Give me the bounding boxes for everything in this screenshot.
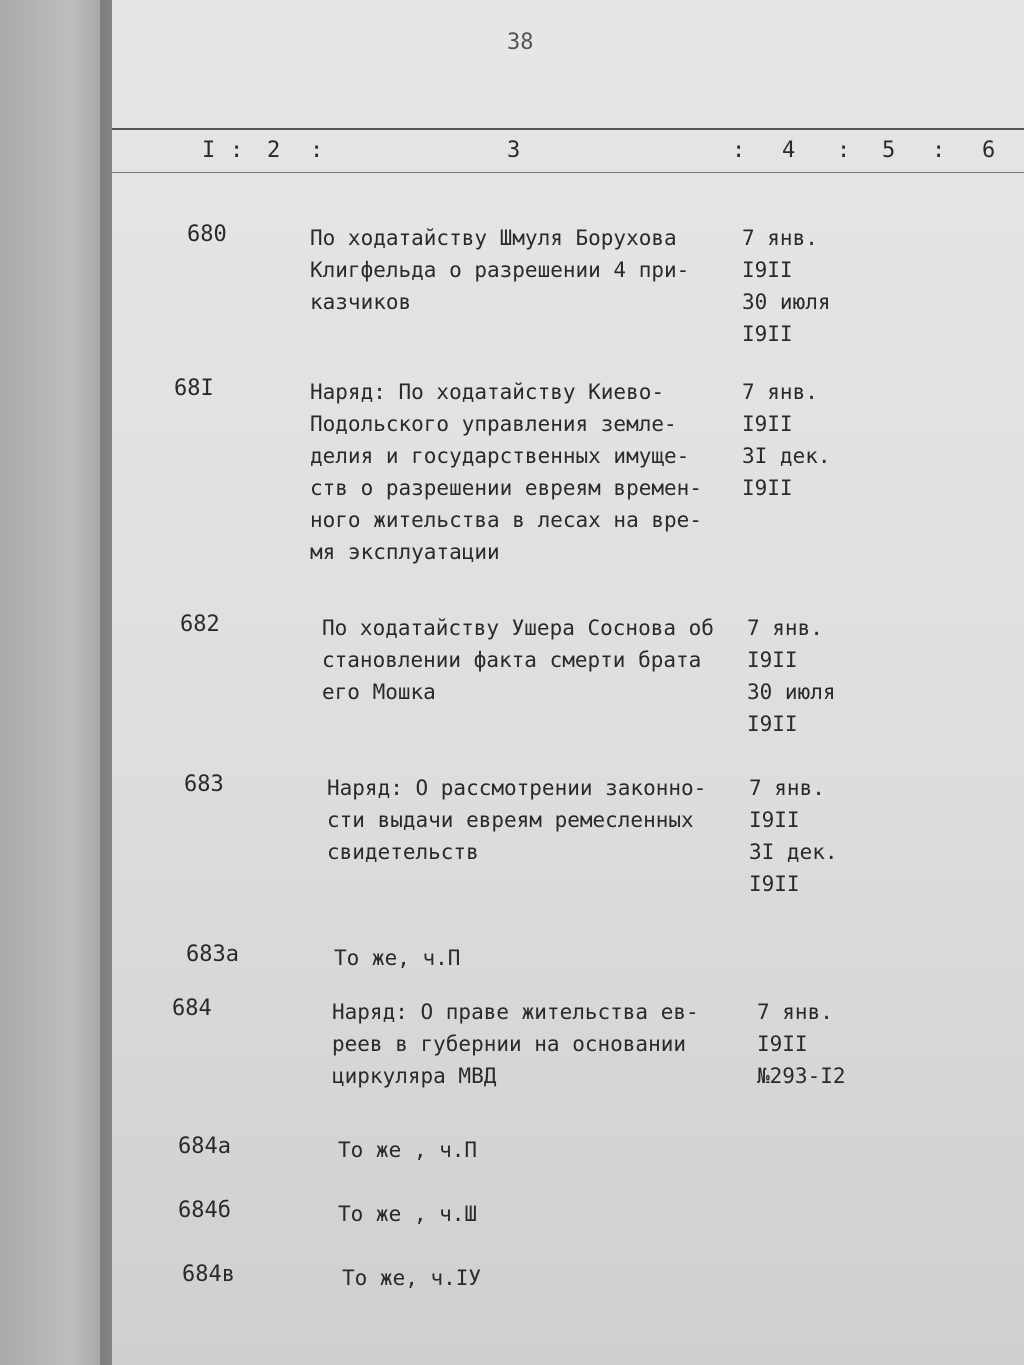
entry-number: 683 bbox=[184, 772, 224, 797]
entry-title: По ходатайству Шмуля Борухова Клигфельда о разрешении 4 при- казчиков bbox=[310, 226, 690, 314]
header-rule-top bbox=[112, 128, 1024, 130]
entry-title: По ходатайству Ушера Соснова об становлении факта смерти брата его Мошка bbox=[322, 616, 714, 704]
entry-title: То же, ч.П bbox=[334, 946, 461, 970]
col-sep: : bbox=[732, 138, 746, 163]
col-sep: : bbox=[230, 138, 244, 163]
entry-title: То же, ч.IУ bbox=[342, 1266, 482, 1290]
entry-number: 68I bbox=[174, 376, 214, 401]
entry-number: 682 bbox=[180, 612, 220, 637]
col-sep: : bbox=[310, 138, 324, 163]
entry-number: 684в bbox=[182, 1262, 235, 1287]
entry-dates: 7 янв. I9II 3I дек. I9II bbox=[742, 380, 831, 500]
entry-title: Наряд: О рассмотрении законно- сти выдачи евреям ремесленных свидетельств bbox=[327, 776, 707, 864]
col-5-header: 5 bbox=[882, 138, 896, 163]
entry-dates: 7 янв. I9II 30 июля I9II bbox=[747, 616, 836, 736]
col-4-header: 4 bbox=[782, 138, 796, 163]
page-number: 38 bbox=[507, 30, 534, 55]
header-rule-bottom bbox=[112, 172, 1024, 173]
entry-title: То же , ч.П bbox=[338, 1138, 478, 1162]
entry-number: 683а bbox=[186, 942, 239, 967]
document-page bbox=[112, 0, 1024, 1365]
col-2-header: 2 bbox=[267, 138, 281, 163]
column-header-row bbox=[112, 138, 1024, 168]
col-6-header: 6 bbox=[982, 138, 996, 163]
col-1-header: I bbox=[202, 138, 216, 163]
col-sep: : bbox=[837, 138, 851, 163]
entry-number: 684а bbox=[178, 1134, 231, 1159]
entry-dates: 7 янв. I9II 3I дек. I9II bbox=[749, 776, 838, 896]
entry-number: 680 bbox=[187, 222, 227, 247]
col-3-header: 3 bbox=[507, 138, 521, 163]
entry-title: Наряд: По ходатайству Киево- Подольского управления земле- делия и государственных имуще- ств о разрешении евреям времен- ного жительства в лесах на вре- мя эксплуатации bbox=[310, 380, 702, 564]
entry-dates: 7 янв. I9II №293-I2 bbox=[757, 1000, 846, 1088]
entry-number: 684б bbox=[178, 1198, 231, 1223]
col-sep: : bbox=[932, 138, 946, 163]
entry-dates: 7 янв. I9II 30 июля I9II bbox=[742, 226, 831, 346]
entry-title: То же , ч.Ш bbox=[338, 1202, 478, 1226]
entry-number: 684 bbox=[172, 996, 212, 1021]
entry-title: Наряд: О праве жительства ев- реев в губернии на основании циркуляра МВД bbox=[332, 1000, 699, 1088]
